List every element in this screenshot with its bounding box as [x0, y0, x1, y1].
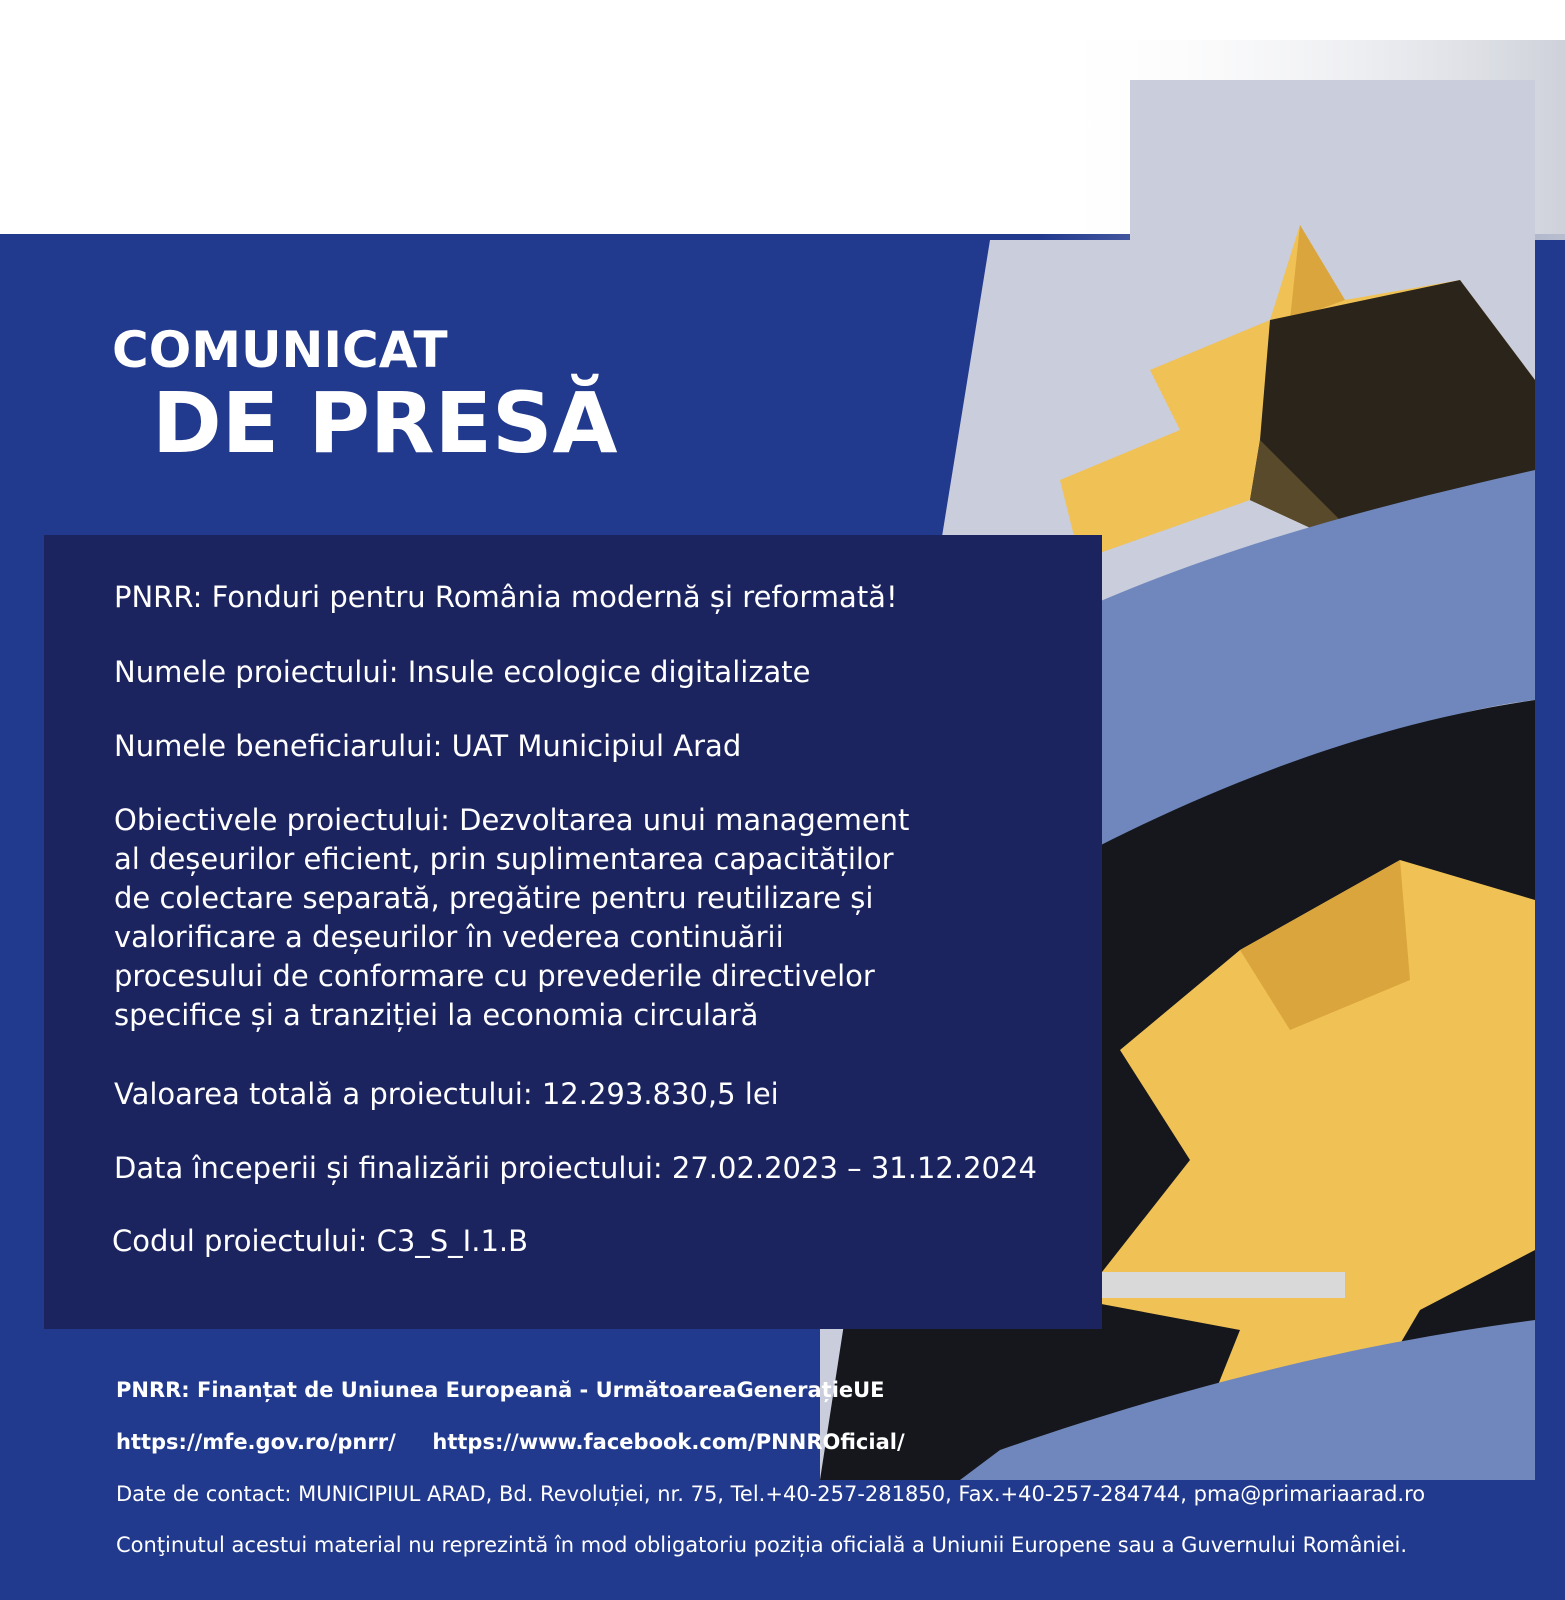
objectives-line: valorificare a deșeurilor în vederea continuării — [114, 920, 784, 954]
objectives-line: specifice și a tranziției la economia circulară — [114, 998, 759, 1032]
project-name-text: Numele proiectului: Insule ecologice digitalizate — [114, 655, 811, 689]
facebook-link[interactable]: https://www.facebook.com/PNNROficial/ — [432, 1430, 905, 1454]
mfe-link[interactable]: https://mfe.gov.ro/pnrr/ — [116, 1430, 396, 1454]
objectives-line: al deșeurilor eficient, prin suplimentarea capacităților — [114, 842, 894, 876]
decor-bar-grey — [1080, 1272, 1345, 1298]
objectives-line: de colectare separată, pregătire pentru reutilizare și — [114, 881, 874, 915]
slogan-text: PNRR: Fonduri pentru România modernă și reformată! — [114, 580, 898, 614]
objectives-line: Obiectivele proiectului: Dezvoltarea unui management — [114, 803, 910, 837]
page-title — [112, 321, 618, 472]
title-line-1: COMUNICAT — [112, 321, 448, 379]
total-value-text: Valoarea totală a proiectului: 12.293.830,5 lei — [114, 1077, 779, 1111]
disclaimer-text: Conţinutul acestui material nu reprezintă în mod obligatoriu poziția oficială a Uniunii Europene sau a Guvernului României. — [116, 1533, 1408, 1557]
title-line-2: DE PRESĂ — [152, 374, 618, 472]
objectives-line: procesului de conformare cu prevederile directivelor — [114, 959, 875, 993]
objectives-text — [114, 801, 909, 1035]
footer-links — [116, 1430, 905, 1454]
dates-text: Data începerii și finalizării proiectului: 27.02.2023 – 31.12.2024 — [114, 1151, 1037, 1185]
project-code-text: Codul proiectului: C3_S_I.1.B — [112, 1224, 529, 1258]
beneficiary-text: Numele beneficiarului: UAT Municipiul Arad — [114, 729, 742, 763]
contact-text: Date de contact: MUNICIPIUL ARAD, Bd. Revoluției, nr. 75, Tel.+40-257-281850, Fax.+40-257-284744, pma@primariaarad.ro — [116, 1482, 1426, 1506]
funding-text: PNRR: Finanțat de Uniunea Europeană - UrmătoareaGenerațieUE — [116, 1378, 885, 1402]
